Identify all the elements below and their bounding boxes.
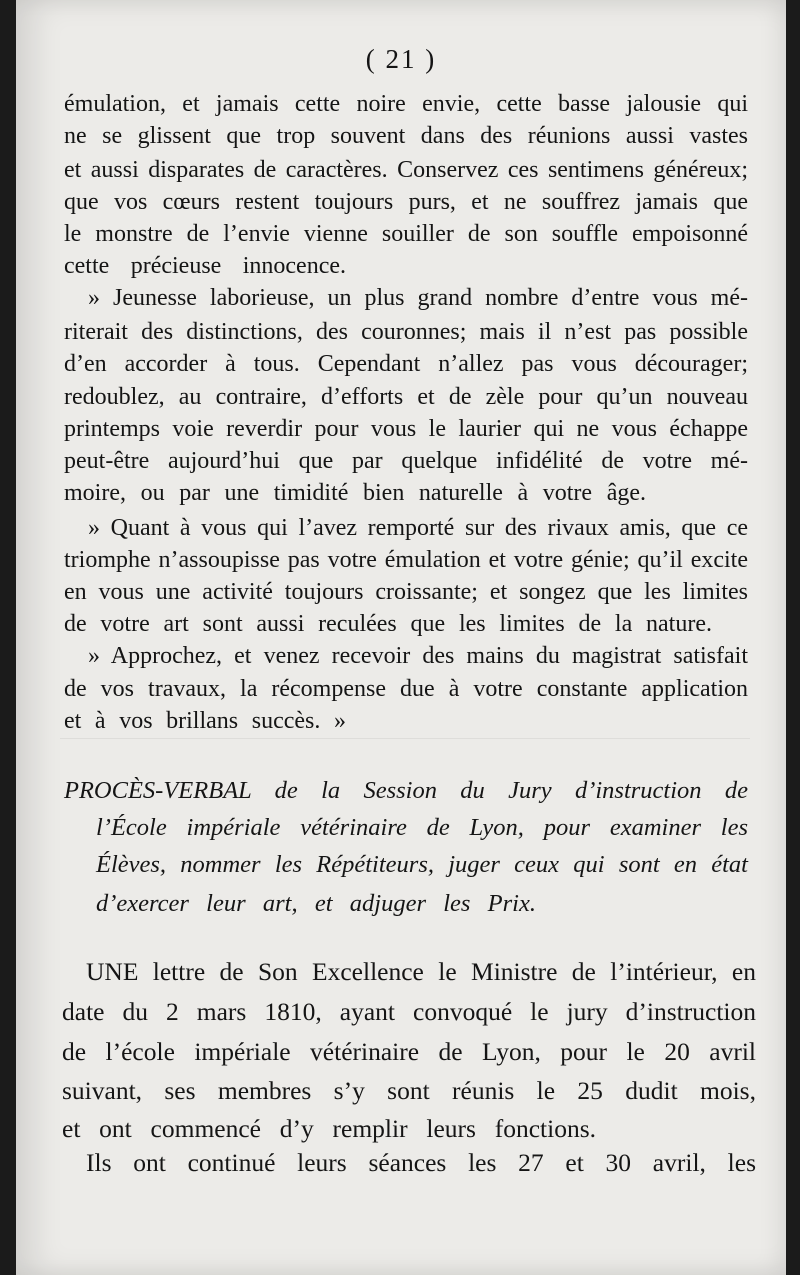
section-heading-line: Élèves, nommer les Répétiteurs, juger ceux qui sont en état [96,851,748,878]
text-line: de votre art sont aussi reculées que les limites de la nature. [64,611,712,637]
section-heading-line: d’exercer leur art, et adjuger les Prix. [96,890,536,917]
text-line: » Approchez, et venez recevoir des mains du magistrat satisfait [88,643,748,669]
text-line: d’en accorder à tous. Cependant n’allez pas vous décourager; [64,351,748,377]
section-heading-line: PROCÈS-VERBAL de la Session du Jury d’instruction de [64,777,748,804]
text-line: riterait des distinctions, des couronnes; mais il n’est pas possible [64,319,748,345]
text-line: printemps voie reverdir pour vous le laurier qui ne vous échappe [64,416,748,442]
book-page [16,0,786,1275]
text-line: » Quant à vous qui l’avez remporté sur des rivaux amis, que ce [88,515,748,541]
text-line: et à vos brillans succès. » [64,708,346,734]
text-line: moire, ou par une timidité bien naturelle à votre âge. [64,480,646,506]
section-divider [60,738,750,739]
section-heading-line: l’École impériale vétérinaire de Lyon, pour examiner les [96,814,748,841]
text-line: de vos travaux, la récompense due à votre constante application [64,676,748,702]
page-number: ( 21 ) [365,44,437,74]
text-line: suivant, ses membres s’y sont réunis le 25 dudit mois, [62,1076,756,1105]
text-line: » Jeunesse laborieuse, un plus grand nombre d’entre vous mé- [88,285,748,311]
text-line: émulation, et jamais cette noire envie, cette basse jalousie qui [64,91,748,117]
text-line: date du 2 mars 1810, ayant convoqué le jury d’instruction [62,997,756,1026]
text-line: ne se glissent que trop souvent dans des réunions aussi vastes [64,123,748,149]
text-line: en vous une activité toujours croissante; et songez que les limites [64,579,748,605]
text-line: de l’école impériale vétérinaire de Lyon, pour le 20 avril [62,1037,756,1066]
text-line: peut-être aujourd’hui que par quelque infidélité de votre mé- [64,448,748,474]
text-line: Ils ont continué leurs séances les 27 et 30 avril, les [86,1148,756,1177]
text-line: triomphe n’assoupisse pas votre émulation et votre génie; qu’il excite [64,547,748,573]
text-line: et ont commencé d’y remplir leurs fonctions. [62,1114,596,1143]
text-line: redoublez, au contraire, d’efforts et de zèle pour qu’un nouveau [64,384,748,410]
text-line: le monstre de l’envie vienne souiller de son souffle empoisonné [64,221,748,247]
text-line: que vos cœurs restent toujours purs, et ne souffrez jamais que [64,189,748,215]
text-line: UNE lettre de Son Excellence le Ministre de l’intérieur, en [86,957,756,986]
text-line: cette précieuse innocence. [64,253,346,279]
text-line: et aussi disparates de caractères. Conservez ces sentimens généreux; [64,157,748,183]
